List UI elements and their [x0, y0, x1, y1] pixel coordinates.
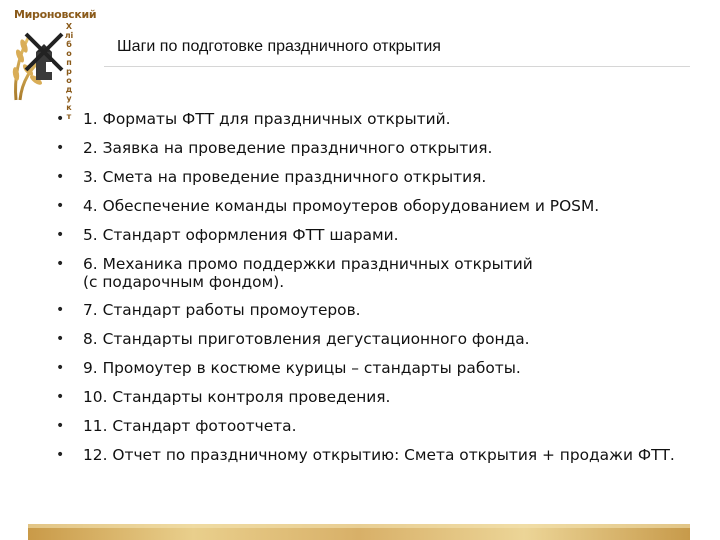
list-item-text: 12. Отчет по праздничному открытию: Смета открытия + продажи ФТТ. — [83, 446, 675, 464]
list-item-text: 9. Промоутер в костюме курицы – стандарты работы. — [83, 359, 521, 377]
list-item-text: 10. Стандарты контроля проведения. — [83, 388, 391, 406]
list-item — [56, 296, 706, 325]
list-item — [56, 163, 706, 192]
list-item-text: 7. Стандарт работы промоутеров. — [83, 301, 361, 319]
list-item-text: 3. Смета на проведение праздничного открытия. — [83, 168, 487, 186]
bullet-icon: • — [56, 169, 65, 185]
bullet-icon: • — [56, 256, 65, 272]
list-item-text: 6. Механика промо поддержки праздничных открытий — [83, 255, 533, 273]
logo-vertical-text: Х лібопродукт — [64, 22, 74, 121]
logo-wordmark: Мироновский — [14, 8, 97, 21]
list-item — [56, 221, 706, 250]
list-item — [56, 441, 706, 470]
bullet-icon: • — [56, 331, 65, 347]
bullet-icon: • — [56, 198, 65, 214]
bullet-icon: • — [56, 140, 65, 156]
steps-list — [56, 105, 706, 470]
windmill-wheat-icon — [6, 8, 90, 104]
bullet-icon: • — [56, 418, 65, 434]
list-item — [56, 412, 706, 441]
bullet-icon: • — [56, 302, 65, 318]
list-item — [56, 383, 706, 412]
title-divider — [104, 66, 690, 67]
company-logo — [6, 8, 97, 121]
bullet-icon: • — [56, 360, 65, 376]
list-item — [56, 192, 706, 221]
list-item — [56, 325, 706, 354]
list-item-text: 5. Стандарт оформления ФТТ шарами. — [83, 226, 399, 244]
page-title: Шаги по подготовке праздничного открытия — [117, 38, 441, 55]
footer-gold-bar — [28, 524, 690, 540]
bullet-icon: • — [56, 447, 65, 463]
list-item-text: 11. Стандарт фотоотчета. — [83, 417, 297, 435]
bullet-icon: • — [56, 227, 65, 243]
list-item-text: 2. Заявка на проведение праздничного открытия. — [83, 139, 493, 157]
list-item — [56, 105, 706, 134]
list-item — [56, 354, 706, 383]
list-item-continuation: (с подарочным фондом). — [83, 273, 285, 291]
list-item-text: 1. Форматы ФТТ для праздничных открытий. — [83, 110, 451, 128]
list-item-text: 8. Стандарты приготовления дегустационного фонда. — [83, 330, 530, 348]
bullet-icon: • — [56, 389, 65, 405]
list-item-text: 4. Обеспечение команды промоутеров оборудованием и POSM. — [83, 197, 600, 215]
list-item — [56, 134, 706, 163]
list-item — [56, 250, 706, 292]
bullet-icon: • — [56, 111, 65, 127]
